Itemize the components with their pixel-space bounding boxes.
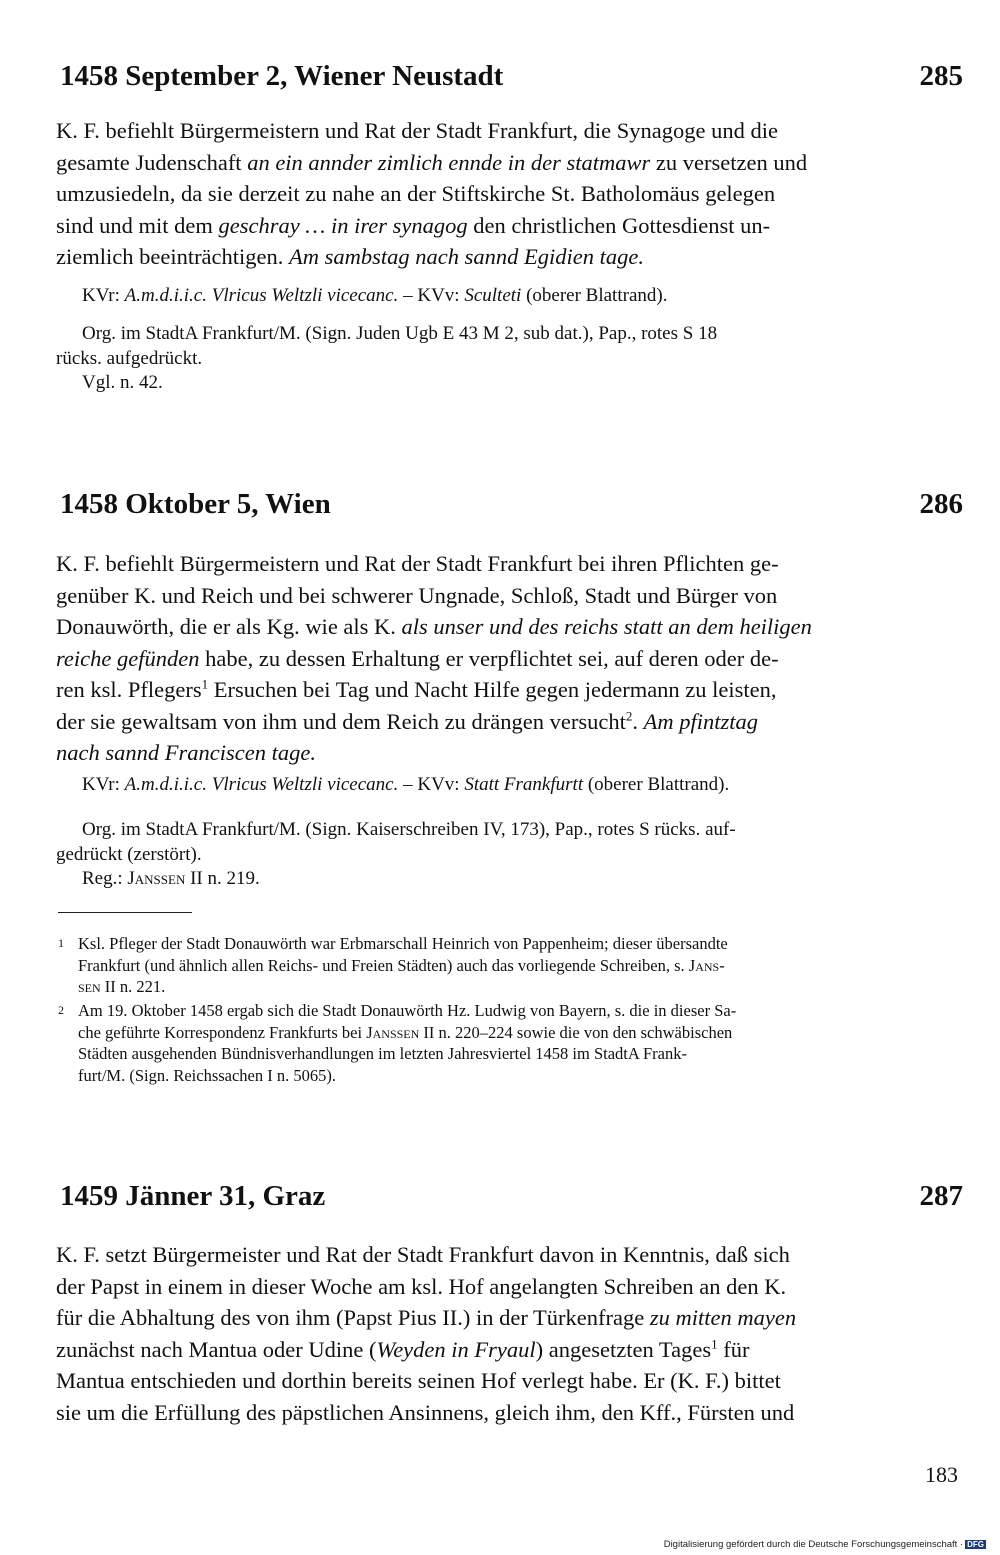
text-line: KVr: A.m.d.i.i.c. Vlricus Weltzli vicecanc. – KVv: Sculteti (oberer Blattrand). [82, 285, 668, 306]
text-line: genüber K. und Reich und bei schwerer Ungnade, Schloß, Stadt und Bürger von [56, 582, 778, 608]
text-line: Vgl. n. 42. [82, 372, 163, 393]
entry-285-tradition [56, 322, 963, 396]
entry-number: 287 [919, 1180, 963, 1212]
entry-286-tradition [56, 818, 963, 892]
text-line: sie um die Erfüllung des päpstlichen Ansinnens, gleich ihm, den Kff., Fürsten und [56, 1399, 795, 1425]
text-line: Donauwörth, die er als Kg. wie als K. als unser und des reichs statt an dem heiligen [56, 614, 812, 639]
footnote-ref: 2 [625, 708, 633, 723]
text-line: zunächst nach Mantua oder Udine (Weyden in Fryaul) angesetzten Tages$^1$ für [56, 1336, 750, 1362]
text-line: K. F. setzt Bürgermeister und Rat der Stadt Frankfurt davon in Kenntnis, daß sich [56, 1242, 790, 1267]
text-line: gesamte Judenschaft an ein annder zimlich ennde in der statmawr zu versetzen und [56, 149, 808, 175]
text-line: für die Abhaltung des von ihm (Papst Pius II.) in der Türkenfrage zu mitten mayen [56, 1305, 797, 1330]
text-line: reiche gefünden habe, zu dessen Erhaltung er verpflichtet sei, auf deren oder de- [56, 645, 779, 671]
entry-date: 1458 September 2, Wiener Neustadt [60, 60, 504, 92]
footnote-1 [56, 933, 963, 998]
text-line: Frankfurt (und ähnlich allen Reichs- und Freien Städten) auch das vorliegende Schreiben, s. Jans- [78, 955, 725, 975]
dfg-logo: DFG [967, 1540, 984, 1549]
text-line: furt/M. (Sign. Reichssachen I n. 5065). [78, 1065, 336, 1085]
text-line: Reg.: Janssen II n. 219. [82, 868, 260, 889]
funding-text: Digitalisierung gefördert durch die Deutsche Forschungsgemeinschaft · [663, 1539, 964, 1550]
entry-date: 1458 Oktober 5, Wien [60, 488, 331, 520]
text-line: ziemlich beeinträchtigen. Am sambstag nach sannd Egidien tage. [56, 244, 644, 269]
entry-number: 285 [919, 60, 963, 92]
entry-287-heading [56, 1180, 963, 1224]
text-line: Org. im StadtA Frankfurt/M. (Sign. Juden Ugb E 43 M 2, sub dat.), Pap., rotes S 18 [82, 323, 718, 344]
footnote-mark: 1 [58, 936, 64, 950]
entry-286-regest [56, 548, 963, 769]
text-line: der Papst in einem in dieser Woche am ksl. Hof angelangten Schreiben an den K. [56, 1273, 787, 1299]
text-line: umzusiedeln, da sie derzeit zu nahe an der Stiftskirche St. Batholomäus gelegen [56, 181, 776, 206]
footnote-ref: 1 [711, 1336, 718, 1351]
page-number: 183 [925, 1462, 958, 1487]
text-line: ren ksl. Pflegers$^1$ Ersuchen bei Tag und Nacht Hilfe gegen jedermann zu leisten, [56, 676, 777, 702]
text-line: che geführte Korrespondenz Frankfurts bei Janssen II n. 220–224 sowie die von den schwäbischen [78, 1022, 733, 1042]
text-line: sind und mit dem geschray … in irer synagog den christlichen Gottesdienst un- [56, 212, 771, 238]
text-line: KVr: A.m.d.i.i.c. Vlricus Weltzli vicecanc. – KVv: Statt Frankfurtt (oberer Blattrand). [82, 774, 730, 795]
text-line: gedrückt (zerstört). [56, 843, 202, 865]
entry-287-regest [56, 1239, 963, 1428]
entry-285-heading [56, 60, 963, 104]
text-line: Am 19. Oktober 1458 ergab sich die Stadt Donauwörth Hz. Ludwig von Bayern, s. die in dieser Sa- [78, 1001, 737, 1020]
text-line: Org. im StadtA Frankfurt/M. (Sign. Kaiserschreiben IV, 173), Pap., rotes S rücks. auf- [82, 819, 736, 840]
text-line: K. F. befiehlt Bürgermeistern und Rat der Stadt Frankfurt, die Synagoge und die [56, 118, 779, 143]
text-line: Ksl. Pfleger der Stadt Donauwörth war Erbmarschall Heinrich von Pappenheim; dieser übersandte [78, 934, 728, 953]
funding-note [664, 1539, 986, 1550]
footnote-mark: 2 [58, 1003, 64, 1017]
footnote-ref: 1 [201, 676, 209, 692]
entry-date: 1459 Jänner 31, Graz [60, 1180, 326, 1212]
text-line: rücks. aufgedrückt. [56, 347, 203, 369]
text-line: nach sannd Franciscen tage. [56, 740, 316, 765]
text-line: Städten ausgehenden Bündnisverhandlungen im letzten Jahresviertel 1458 im StadtA Frank- [78, 1044, 687, 1063]
text-line: sen II n. 221. [78, 977, 166, 996]
entry-number: 286 [919, 488, 963, 520]
entry-285-chancery-notes [56, 284, 989, 309]
entry-286-heading [56, 488, 963, 532]
text-line: K. F. befiehlt Bürgermeistern und Rat der Stadt Frankfurt bei ihren Pflichten ge- [56, 551, 779, 576]
footnote-2 [56, 1000, 963, 1086]
footnote-divider [58, 912, 192, 913]
entry-286-chancery-notes [56, 773, 989, 798]
text-line: der sie gewaltsam von ihm und dem Reich zu drängen versucht$^2$. Am pfintztag [56, 708, 758, 734]
entry-285-regest [56, 115, 963, 273]
text-line: Mantua entschieden und dorthin bereits seinen Hof verlegt habe. Er (K. F.) bittet [56, 1368, 781, 1393]
